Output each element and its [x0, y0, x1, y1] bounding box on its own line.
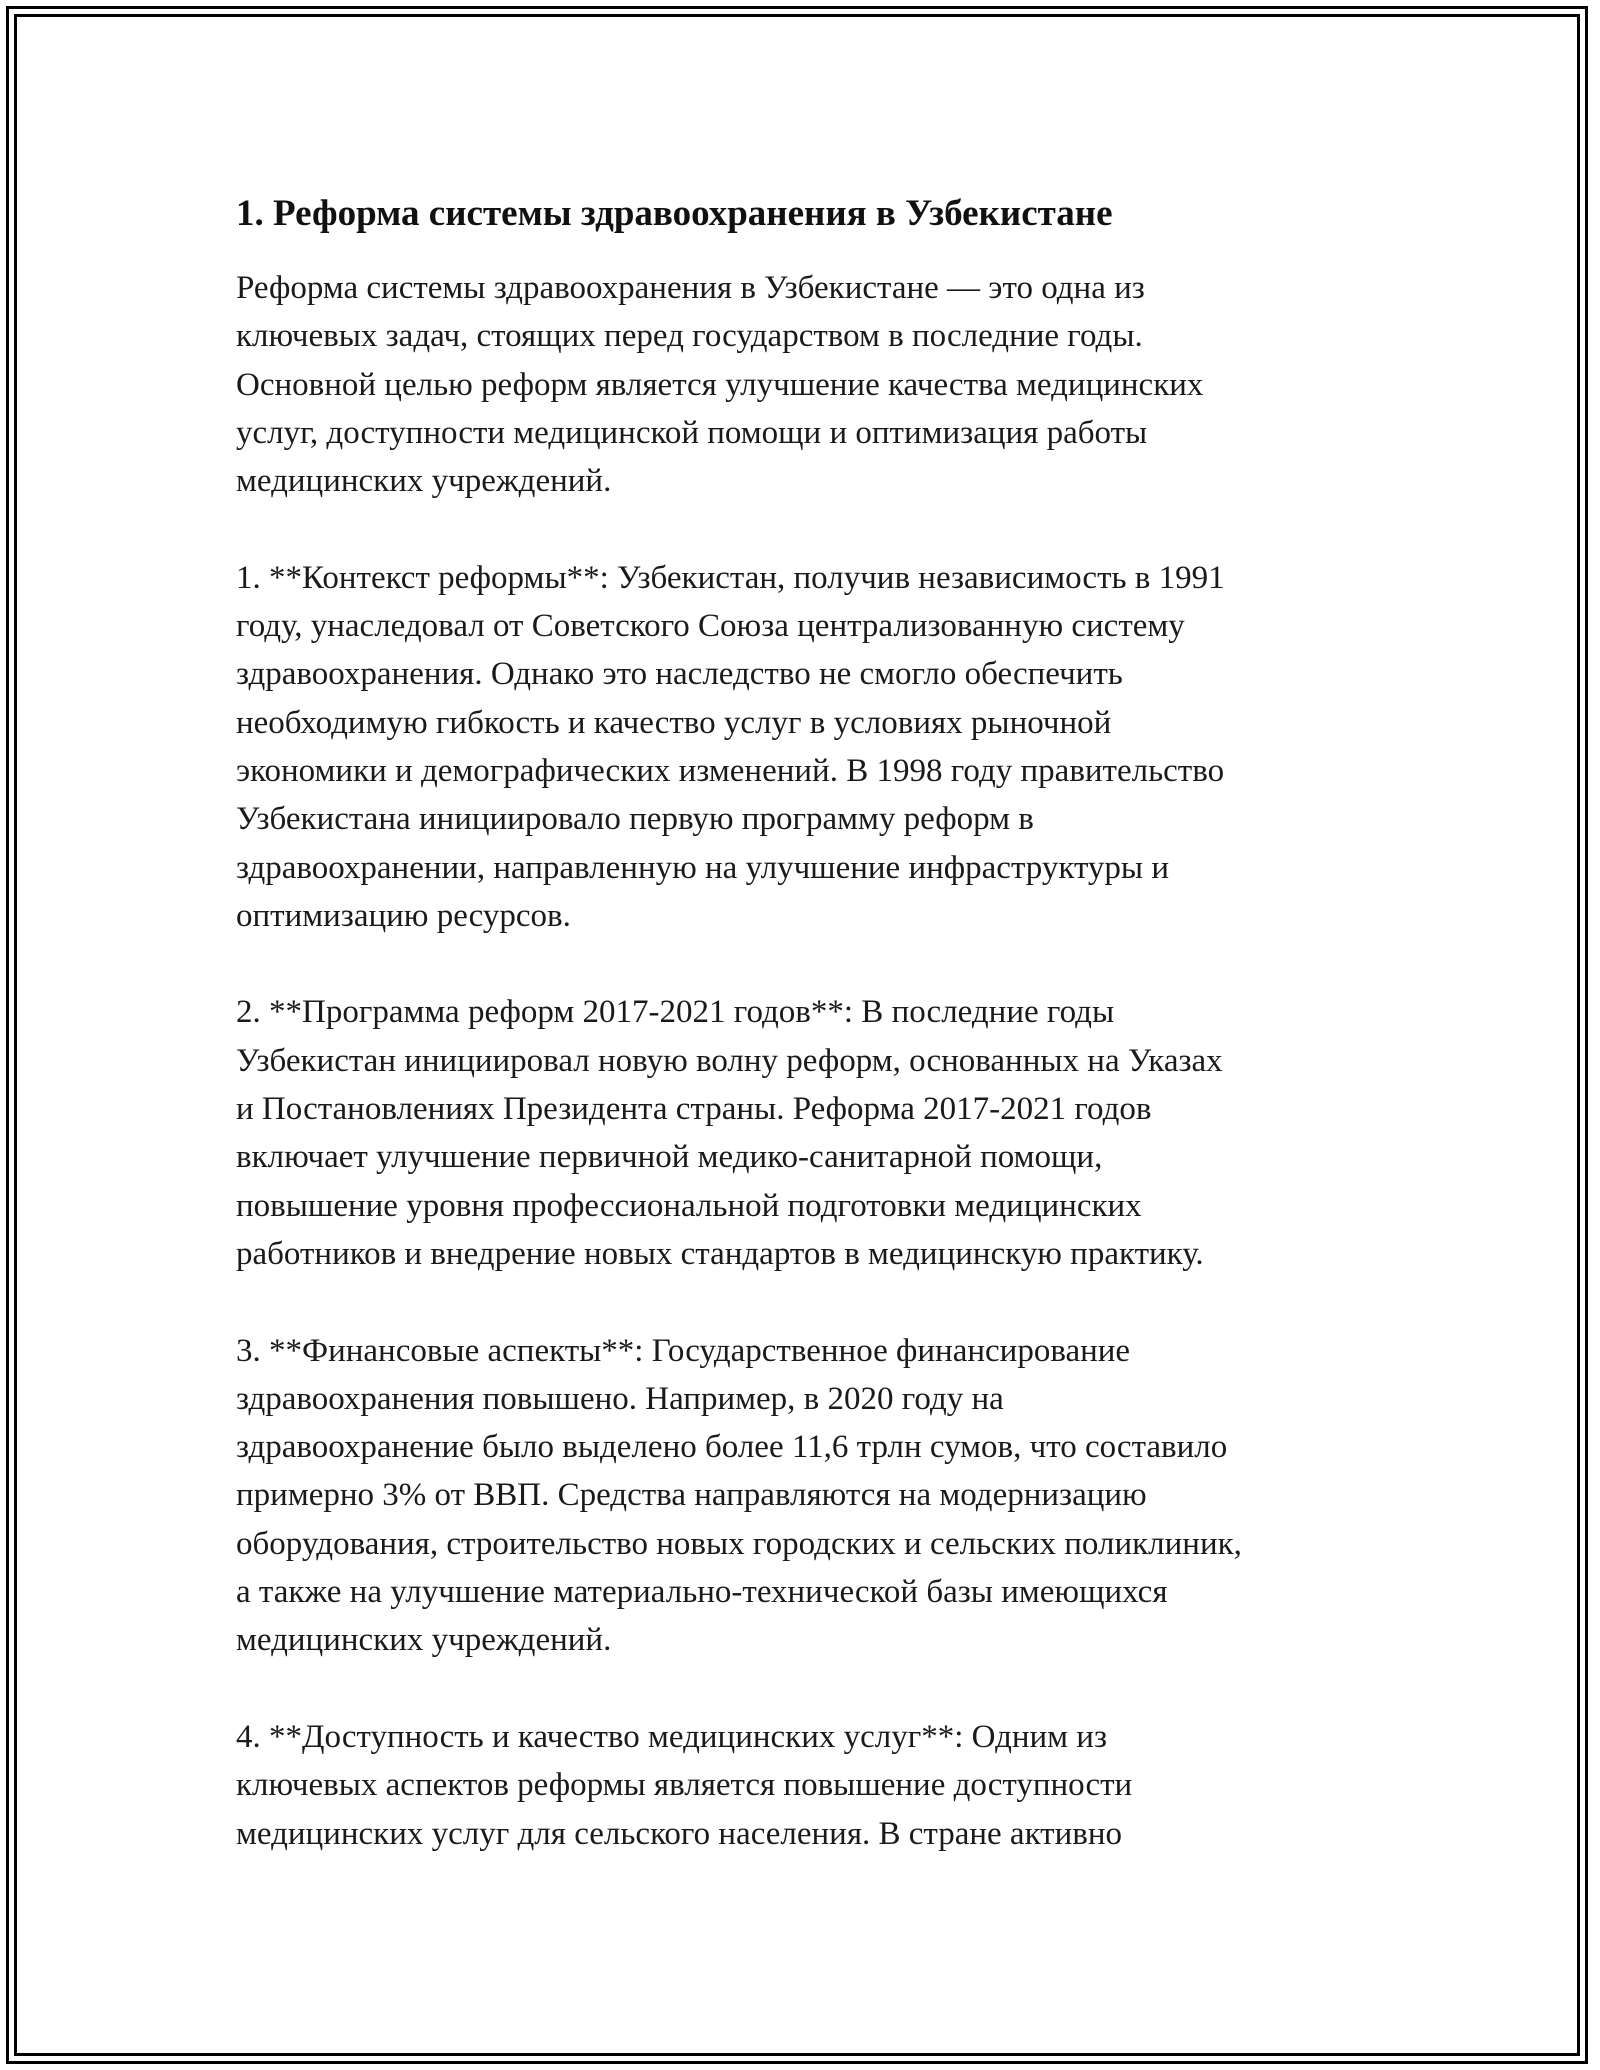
- paragraph-finance: [236, 1327, 1366, 1665]
- text-line: 3. **Финансовые аспекты**: Государственное финансирование: [236, 1332, 1131, 1369]
- text-line: здравоохранения повышено. Например, в 2020 году на: [236, 1380, 1004, 1417]
- text-line: работников и внедрение новых стандартов в медицинскую практику.: [236, 1235, 1204, 1272]
- text-line: оборудования, строительство новых городских и сельских поликлиник,: [236, 1525, 1242, 1562]
- text-line: примерно 3% от ВВП. Средства направляются на модернизацию: [236, 1477, 1147, 1514]
- text-line: необходимую гибкость и качество услуг в условиях рыночной: [236, 704, 1112, 741]
- paragraph-intro: [236, 264, 1366, 505]
- text-line: а также на улучшение материально-технической базы имеющихся: [236, 1574, 1168, 1611]
- text-line: включает улучшение первичной медико-санитарной помощи,: [236, 1139, 1103, 1176]
- paragraph-access: [236, 1713, 1366, 1858]
- text-line: услуг, доступности медицинской помощи и оптимизация работы: [236, 414, 1148, 451]
- text-line: ключевых аспектов реформы является повышение доступности: [236, 1767, 1133, 1804]
- document-body: [236, 188, 1366, 1906]
- document-title: 1. Реформа системы здравоохранения в Узбекистане: [236, 193, 1113, 234]
- text-line: медицинских учреждений.: [236, 463, 612, 500]
- text-line: Реформа системы здравоохранения в Узбекистане — это одна из: [236, 270, 1145, 306]
- text-line: здравоохранения. Однако это наследство не смогло обеспечить: [236, 656, 1123, 693]
- text-line: повышение уровня профессиональной подготовки медицинских: [236, 1187, 1142, 1224]
- text-line: ключевых задач, стоящих перед государством в последние годы.: [236, 318, 1143, 355]
- text-line: 4. **Доступность и качество медицинских услуг**: Одним из: [236, 1718, 1108, 1755]
- text-line: здравоохранение было выделено более 11,6 трлн сумов, что составило: [236, 1429, 1228, 1466]
- text-line: Основной целью реформ является улучшение качества медицинских: [236, 366, 1204, 403]
- text-line: оптимизацию ресурсов.: [236, 897, 571, 934]
- text-line: и Постановлениях Президента страны. Реформа 2017-2021 годов: [236, 1091, 1152, 1128]
- text-line: медицинских услуг для сельского населения. В стране активно: [236, 1815, 1123, 1852]
- paragraph-context: [236, 554, 1366, 940]
- text-line: 1. **Контекст реформы**: Узбекистан, получив независимость в 1991: [236, 559, 1225, 596]
- text-line: экономики и демографических изменений. В 1998 году правительство: [236, 752, 1225, 789]
- text-line: Узбекистан инициировал новую волну реформ, основанных на Указах: [236, 1042, 1223, 1079]
- text-line: году, унаследовал от Советского Союза централизованную систему: [236, 608, 1185, 645]
- text-line: Узбекистана инициировало первую программу реформ в: [236, 801, 1034, 838]
- text-line: здравоохранении, направленную на улучшение инфраструктуры и: [236, 849, 1170, 886]
- text-line: 2. **Программа реформ 2017-2021 годов**: В последние годы: [236, 994, 1115, 1031]
- text-line: медицинских учреждений.: [236, 1622, 612, 1659]
- paragraph-program: [236, 988, 1366, 1278]
